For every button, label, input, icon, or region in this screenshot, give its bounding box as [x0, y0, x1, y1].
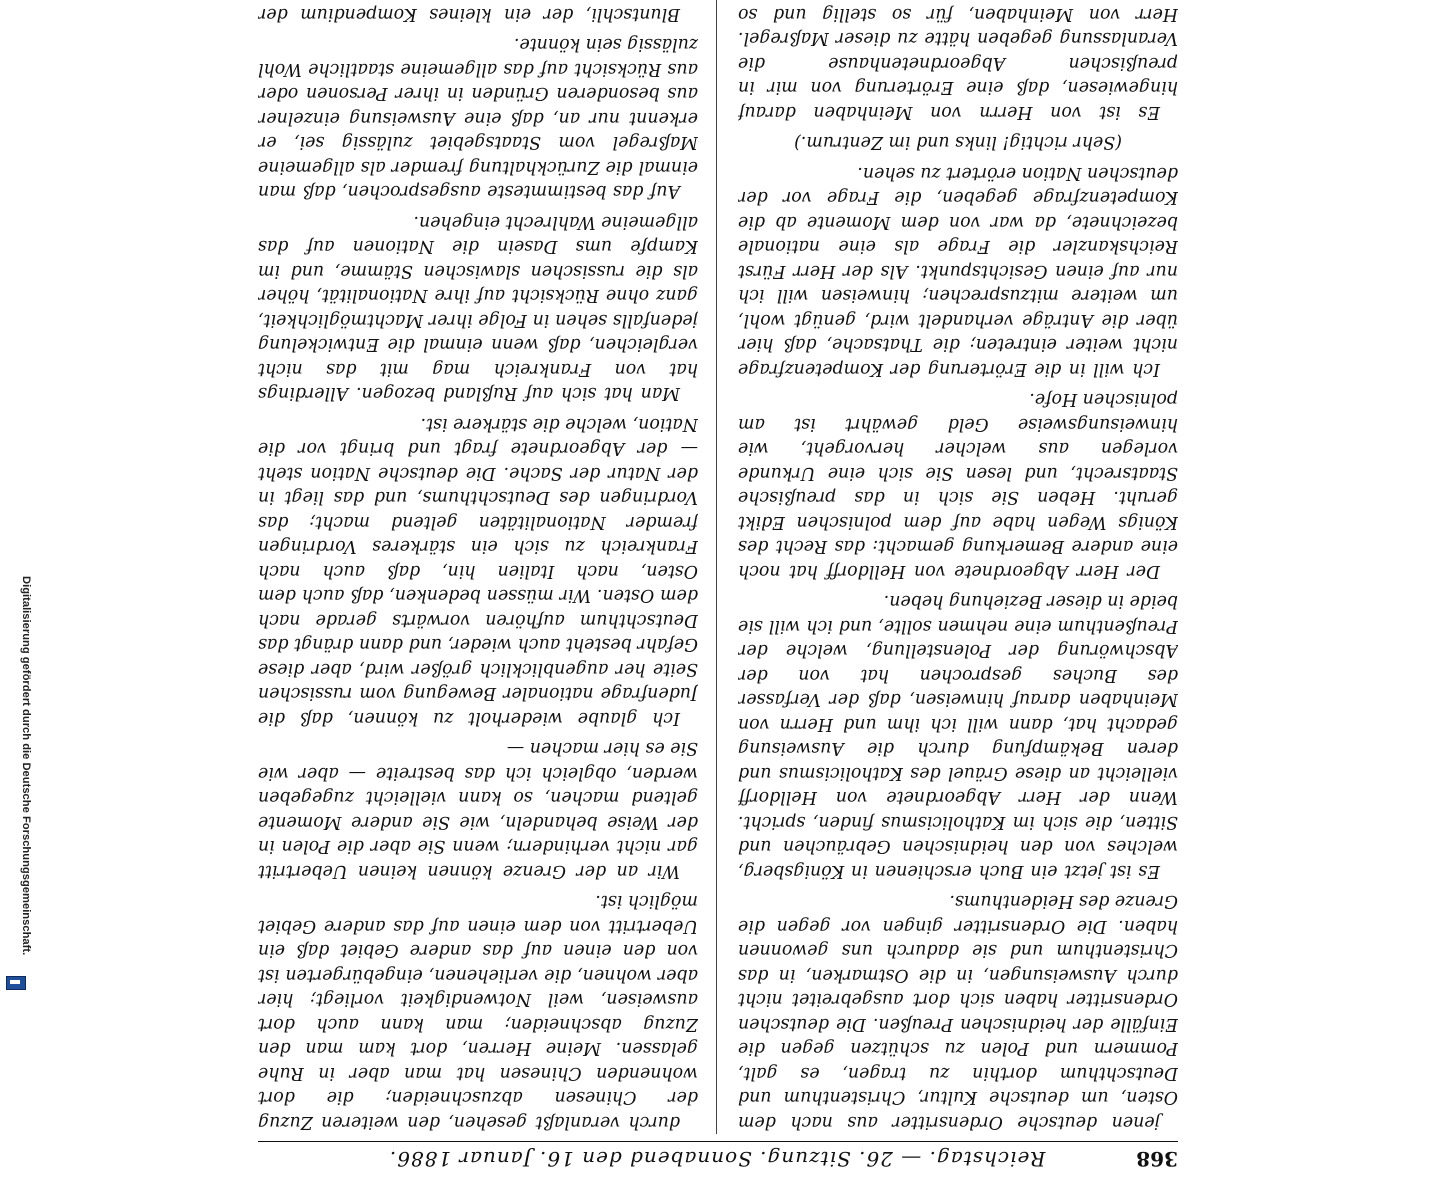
- credit-text: Digitalisierung gefördert durch die Deutsche Forschungsgemeinschaft.: [20, 576, 32, 956]
- paragraph: Es ist jetzt ein Buch erschienen in Königsberg, welches von den heidnischen Gebräuchen und Sitten, die sich im Katholicismus finden, spricht. Wenn der Herr Abgeordnete von Helldorff vielleicht an diese Gräuel des Katholicismus und deren Bekämpfung durch die Ausweisung gedacht hat, dann will ich ihm und Herrn von Meinhaben darauf hinweisen, daß der Verfasser des Buches gesprochen hat von der Abschwörung der Polenstellung, welche der Preußenthum eine nehmen sollte, und ich will sie beide in dieser Beziehung heben.: [738, 591, 1178, 881]
- paragraph: (Sehr richtig! links und im Zentrum.): [794, 132, 1122, 153]
- scanned-page: [226, 0, 1206, 1190]
- paragraph: Auf das bestimmteste ausgesprochen, daß man einmal die Zurückhaltung fremder als allgemeine Maßregel vom Staatsgebiet zulässig sei, er erkennt nur an, daß eine Ausweisung einzelner aus besonderen Gründen in ihrer Personen oder aus Rücksicht auf das allgemeine staatliche Wohl zulässig sein könnte.: [258, 34, 698, 202]
- paragraph: Bluntschli, der ein kleines Kompendium der: [258, 4, 680, 24]
- page-header: [258, 1146, 1178, 1172]
- paragraph: Ich glaube wiederholt zu können, daß die Judenfrage nationaler Bewegung vom russischen Seite her augenblicklich größer wird, aber diese Gefahr besteht auch wieder, und dann drängt das Deutschthum aufhören vorwärts gerade nach dem Osten. Wir müssen bedenken, daß auch dem Osten, nach Italien hin, daß auch nach Frankreich zu sich ein stärkeres Vordringen fremder Nationalitäten geltend macht; das Vordringen des Deutschthums, und das liegt in der Natur der Sache. Die deutsche Nation steht — der Abgeordnete fragt und bringt vor die Nation, welche die stärkere ist.: [258, 414, 698, 728]
- paragraph: durch veranlaßt gesehen, den weiteren Zuzug der Chinesen abzuschneiden; die dort wohnenden Chinesen hat man aber in Ruhe gelassen. Meine Herren, dort kam man den Zuzug abschneiden; man kann auch dort ausweisen, weil Notwendigkeit vorliegt; hier aber wohnen, die verliehenen, eingebürgerten ist von den einen auf das andere Gebiet daß ein Uebertritt von dem einen auf das andere Gebiet möglich ist.: [258, 891, 698, 1132]
- paragraph: Der Herr Abgeordnete von Helldorff hat noch eine andere Bemerkung gemacht: das Recht des Königs Wegen habe auf dem polnischen Edikt geruht. Heben Sie sich in das preußische Staatsrecht, und lesen Sie sich eine Urkunde vorlegen aus welcher hervorgeht, wie hinweisungsweise Geld gewährt ist am polnischen Hofe.: [738, 389, 1178, 581]
- digitization-credit: [18, 576, 34, 992]
- paragraph: Man hat sich auf Rußland bezogen. Allerdings hat von Frankreich mag mit das nicht vergleichen, daß wenn einmal die Entwickelung jedenfalls sehen in Folge ihrer Machtmöglichkeit, ganz ohne Rücksicht auf ihre Nationalität, höher als die russischen slawischen Stämme, und im Kampfe ums Dasein die Nationen auf das allgemeine Wahlrecht eingehen.: [258, 212, 698, 404]
- paragraph: Wir an der Grenze können keinen Uebertritt gar nicht verhindern; wenn Sie aber die Polen in der Weise behandeln, wie Sie andere Momente geltend machen, so kann vielleicht zugegeben werden, obgleich ich das bestreite — aber wie Sie es hier machen —: [258, 738, 698, 881]
- page-number: 368: [1136, 1147, 1178, 1171]
- running-title: Reichstag. — 26. Sitzung. Sonnabend den 16. Januar 1886.: [388, 1147, 1046, 1171]
- column-divider: [716, 0, 717, 1134]
- paragraph: Ich will in die Erörterung der Kompetenzfrage nicht weiter eintreten; die Thatsache, daß hier über die Anträge verhandelt wird, genügt wohl, um weitere mitzusprechen; hinweisen will ich nur auf einen Gesichtspunkt. Als der Herr Fürst Reichskanzler die Frage als eine nationale bezeichnete, da war von dem Momente ab die Kompetenzfrage gegeben, die Frage vor der deutschen Nation erörtert zu sehen.: [738, 163, 1178, 379]
- text-column-left: [738, 0, 1178, 1134]
- text-column-right: [258, 0, 698, 1134]
- dfg-logo: [6, 976, 26, 990]
- paragraph: Es ist von Herrn von Meinhaben darauf hingewiesen, daß eine Erörterung von mir in preußischen Abgeordnetenhause die Veranlassung gegeben hätte zu dieser Maßregel. Herr von Meinhaben, für so stellig und so: [738, 4, 1178, 122]
- header-rule: [258, 1141, 1178, 1142]
- paragraph: jenen deutsche Ordensritter aus nach dem Osten, um deutsche Kultur, Christenthum und Deutschthum dorthin zu tragen, es galt, Pommern und Polen zu schützen gegen die Einfälle der heidnischen Preußen. Die deutschen Ordensritter haben sich dort ausgebreitet nicht durch Ausweisungen, in die Ostmarken, in das Christenthum und sie dadurch uns gewonnen haben. Die Ordensritter gingen vor gegen die Grenze des Heidenthums.: [738, 891, 1178, 1132]
